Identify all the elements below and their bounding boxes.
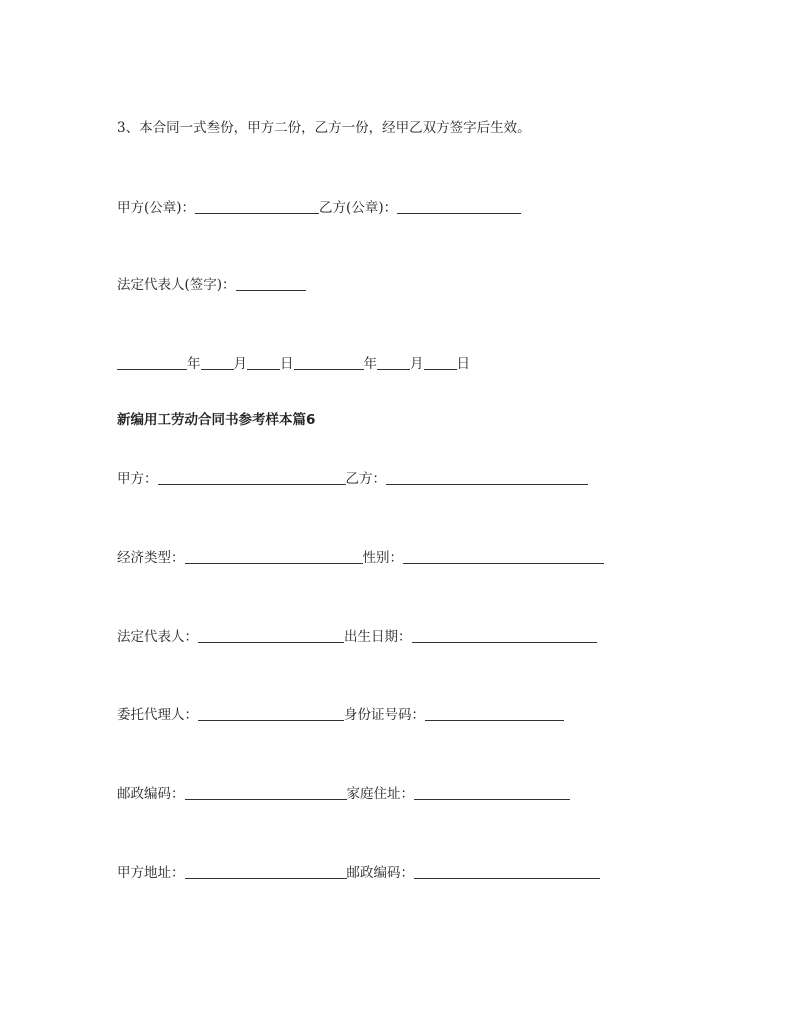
seal-signature-row [117,199,521,217]
party-b-month-label: 月 [410,356,424,372]
party-b-day-label: 日 [456,356,470,372]
party-b-seal-blank[interactable] [397,200,521,214]
postal-code-2-blank[interactable] [414,865,600,879]
agent-row [117,706,564,724]
gender-blank[interactable] [403,550,604,564]
party-a-day-label: 日 [280,356,294,372]
date-row [117,355,470,373]
party-a-address-row [117,864,600,882]
birth-date-blank[interactable] [412,629,597,643]
legal-rep-sign-blank[interactable] [236,277,306,291]
legal-rep-sign-row [117,276,306,294]
postal-code-label: 邮政编码： [117,786,185,802]
id-number-label: 身份证号码： [344,707,425,723]
party-b-year-blank[interactable] [294,356,364,370]
party-a-year-label: 年 [187,356,201,372]
party-b-day-blank[interactable] [424,356,457,370]
parties-row [117,470,588,488]
legal-rep-blank[interactable] [198,629,344,643]
party-a-day-blank[interactable] [247,356,280,370]
birth-date-label: 出生日期： [344,629,412,645]
party-a-blank[interactable] [158,471,346,485]
party-b-month-blank[interactable] [377,356,410,370]
party-a-seal-blank[interactable] [195,200,319,214]
gender-label: 性别： [362,550,403,566]
party-b-blank[interactable] [386,471,588,485]
party-a-year-blank[interactable] [117,356,187,370]
legal-rep-row [117,628,597,646]
legal-rep-label: 法定代表人： [117,629,198,645]
postal-address-row [117,785,570,803]
section-title: 新编用工劳动合同书参考样本篇6 [117,412,316,428]
agent-blank[interactable] [198,707,344,721]
home-address-label: 家庭住址： [346,786,414,802]
party-b-seal-label: 乙方(公章)： [319,200,398,216]
party-b-year-label: 年 [363,356,377,372]
id-number-blank[interactable] [425,707,564,721]
party-a-seal-label: 甲方(公章)： [117,200,196,216]
home-address-blank[interactable] [414,786,570,800]
postal-code-2-label: 邮政编码： [346,865,414,881]
economic-type-blank[interactable] [185,550,363,564]
party-a-label: 甲方： [117,471,158,487]
party-a-month-label: 月 [233,356,247,372]
postal-code-blank[interactable] [185,786,347,800]
party-a-address-label: 甲方地址： [117,865,185,881]
party-a-month-blank[interactable] [201,356,234,370]
agent-label: 委托代理人： [117,707,198,723]
economic-type-row [117,549,604,567]
clause-3-text: 3、本合同一式叁份，甲方二份，乙方一份，经甲乙双方签字后生效。 [117,120,531,136]
party-b-label: 乙方： [345,471,386,487]
party-a-address-blank[interactable] [185,865,347,879]
economic-type-label: 经济类型： [117,550,185,566]
legal-rep-sign-label: 法定代表人(签字)： [117,277,236,293]
